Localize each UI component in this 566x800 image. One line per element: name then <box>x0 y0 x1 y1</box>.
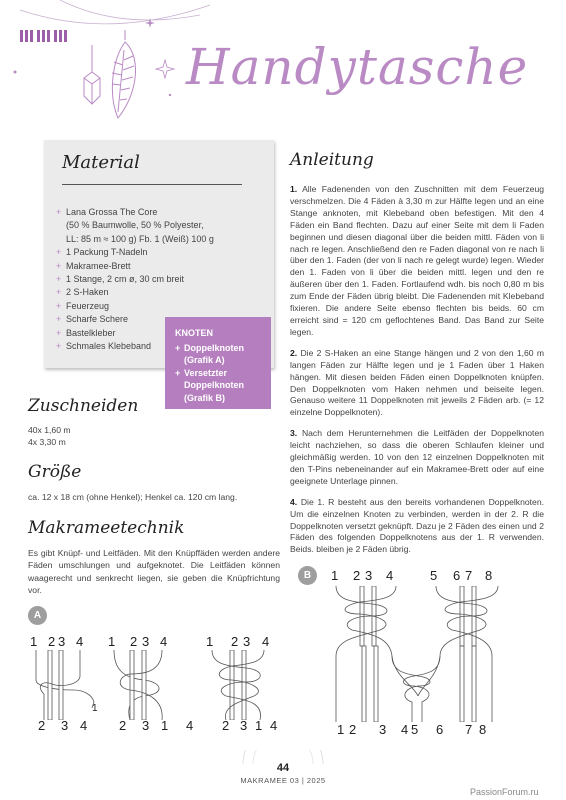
grafik-b-bottom-6: 6 <box>436 722 444 737</box>
grafik-b-top-4: 4 <box>386 568 394 583</box>
material-item: LL: 85 m ≈ 100 g) Fb. 1 (Weiß) 100 g <box>66 233 214 244</box>
material-heading: Material <box>62 152 140 173</box>
material-item: + Schmales Klebeband <box>56 341 152 352</box>
step: 2. Die 2 S-Haken an eine Stange hängen und 2 von den 1,60 m langen Fäden zur Hälfte legen und je 1 Faden über 1 Haken hängen. Mit diesen beiden Fäden einen Doppelknoten knüpfen. Den Doppelknoten vom Haken nehmen und beiseite legen. Genauso weitere 11 Doppelknoten mit jeweils 2 Fäden arb. (= 12 einzelne Doppelknoten). <box>290 347 544 418</box>
magazine-issue: MAKRAMEE 03 | 2025 <box>240 776 326 785</box>
material-item: + 1 Stange, 2 cm ø, 30 cm breit <box>56 274 185 285</box>
watermark: PassionForum.ru <box>470 787 539 797</box>
crystal-icon <box>84 45 100 104</box>
grafik-b-top-1: 1 <box>331 568 339 583</box>
anleitung-steps <box>290 184 544 565</box>
grafik-a3-bottom-2: 2 <box>222 718 230 733</box>
grafik-a1-bottom-4: 4 <box>80 718 88 733</box>
grafik-a1-top-2: 2 <box>48 634 56 649</box>
knoten-list <box>175 342 261 405</box>
grafik-a1-bottom-2: 2 <box>38 718 46 733</box>
grafik-a2-top-1: 1 <box>108 634 116 649</box>
grafik-a3-top-2: 2 <box>231 634 239 649</box>
grafik-a3-bottom-4: 4 <box>270 718 278 733</box>
grafik-a3-top-3: 3 <box>243 634 251 649</box>
feather-icon <box>112 30 135 118</box>
grafik-b-bottom-3: 3 <box>379 722 387 737</box>
material-divider <box>62 184 242 185</box>
material-item: + 1 Packung T-Nadeln <box>56 247 148 258</box>
step: 1. Alle Fadenenden von den Zuschnitten mit dem Feuerzeug verschmelzen. Die 4 Fäden à 3,30 m zur Hälfte legen und an eine Stange anknoten, mit Klebeband oben befestigen. Mit den 4 Fäden ein Band flechten. Dazu auf einer Seite mit dem li Faden beginnen und diesen diagonal über die beiden mittl. Fäden von li nach re legen. Anschließend den re Faden diagonal von re nach li über den 1. Faden (der von li nach re gelegt wurde) legen. Wieder den 1. Faden von li über die beiden mittl. legen und den re äußeren über den 1. Faden. Fortlaufend wdh. bis noch 0,80 m bis zum Ende der Fäden übrig bleibt. Die Fadenenden mit Klebeband fixieren. Die andere Seite ebenso flechten bis beids. 60 cm erreicht sind = 120 cm geflochtenes Band. Das Band zur Seite legen. <box>290 184 545 337</box>
grafik-a1-diagram <box>22 650 112 720</box>
grafik-b-bottom-8: 8 <box>479 722 487 737</box>
grafik-a1-top-1: 1 <box>30 634 38 649</box>
anleitung-heading: Anleitung <box>290 150 374 170</box>
zuschneiden-heading: Zuschneiden <box>28 396 139 416</box>
grafik-a3-top-4: 4 <box>262 634 270 649</box>
material-item: + Feuerzeug <box>56 300 110 311</box>
grafik-a-badge: A <box>28 606 47 625</box>
grafik-b-diagram <box>322 586 512 722</box>
step: 4. Die 1. R besteht aus den bereits vorhandenen Doppelknoten. Um die einzelnen Knoten zu verbinden, werden in der 2. R die Doppelknoten versetzt geknüpft. Dazu je 2 Fäden des einen und 2 Fäden des folgenden Doppelknotens aus der 1. R verwenden. Beids. bleiben je 2 Fäden übrig. <box>290 496 544 555</box>
grafik-a2-top-4: 4 <box>160 634 168 649</box>
technik-heading: Makrameetechnik <box>28 518 185 538</box>
grafik-a3-diagram <box>202 650 282 720</box>
grafik-a3-top-1: 1 <box>206 634 214 649</box>
grafik-b-top-8: 8 <box>485 568 493 583</box>
step: 3. Nach dem Herunternehmen die Leitfäden der Doppelknoten leicht nachziehen, so dass die oberen Schlaufen kleiner und gleichmäßig werden. 10 von den 12 einzelnen Doppelknoten mit den T-Pins nebeneinander auf ein Makramee-Brett oder auf eine geeignete Unterlage pinnen. <box>290 428 545 486</box>
page-number: 44 <box>276 762 290 774</box>
knoten-box <box>165 317 271 409</box>
zuschneiden-line: 4x 3,30 m <box>28 437 66 448</box>
material-item: (50 % Baumwolle, 50 % Polyester, <box>66 220 204 231</box>
grafik-b-top-6: 6 <box>453 568 461 583</box>
material-item: + 2 S-Haken <box>56 287 109 298</box>
grafik-a2-bottom-3: 3 <box>142 718 150 733</box>
material-item: + Bastelkleber <box>56 327 116 338</box>
material-item: + Scharfe Schere <box>56 314 129 325</box>
grafik-a2-bottom-1: 1 <box>161 718 169 733</box>
grafik-a2-bottom-4: 4 <box>186 718 194 733</box>
grafik-b-top-5: 5 <box>430 568 438 583</box>
technik-text: Es gibt Knüpf- und Leitfäden. Mit den Knüpffäden werden andere Fäden umschlungen und aufgeknotet. Die Leitfäden können waagerecht und senkrecht liegen, sie geben die Knüpfrichtung vor. <box>28 548 280 596</box>
grafik-b-bottom-7: 7 <box>465 722 473 737</box>
groesse-text: ca. 12 x 18 cm (ohne Henkel); Henkel ca. 120 cm lang. <box>28 492 238 502</box>
grafik-a3-bottom-3: 3 <box>240 718 248 733</box>
grafik-b-badge: B <box>298 566 317 585</box>
sparkle-icon <box>156 60 174 78</box>
page-title: Handytasche <box>186 38 529 96</box>
grafik-a1-top-3: 3 <box>58 634 66 649</box>
grafik-a1-bottom-3: 3 <box>61 718 69 733</box>
grafik-a1-side-1: 1 <box>92 703 98 714</box>
grafik-a2-top-2: 2 <box>130 634 138 649</box>
knoten-heading: KNOTEN <box>175 328 213 338</box>
grafik-b-top-7: 7 <box>465 568 473 583</box>
grafik-a2-bottom-2: 2 <box>119 718 127 733</box>
knoten-item: + Doppelknoten (Grafik A) <box>175 342 244 365</box>
grafik-a2-top-3: 3 <box>142 634 150 649</box>
grafik-b-top-2: 2 <box>353 568 361 583</box>
grafik-a2-diagram <box>104 650 186 720</box>
grafik-b-bottom-4: 4 <box>401 722 409 737</box>
zuschneiden-text <box>28 424 71 449</box>
grafik-a3-bottom-1: 1 <box>255 718 263 733</box>
grafik-b-bottom-5: 5 <box>411 722 419 737</box>
grafik-b-bottom-2: 2 <box>349 722 357 737</box>
grafik-a1-top-4: 4 <box>76 634 84 649</box>
grafik-b-top-3: 3 <box>365 568 373 583</box>
grafik-b-bottom-1: 1 <box>337 722 345 737</box>
zuschneiden-line: 40x 1,60 m <box>28 425 71 435</box>
knoten-item: + Versetzter Doppelknoten (Grafik B) <box>175 367 244 403</box>
groesse-heading: Größe <box>28 462 82 482</box>
material-item: + Makramee-Brett <box>56 260 131 271</box>
material-item: + Lana Grossa The Core <box>56 207 158 217</box>
